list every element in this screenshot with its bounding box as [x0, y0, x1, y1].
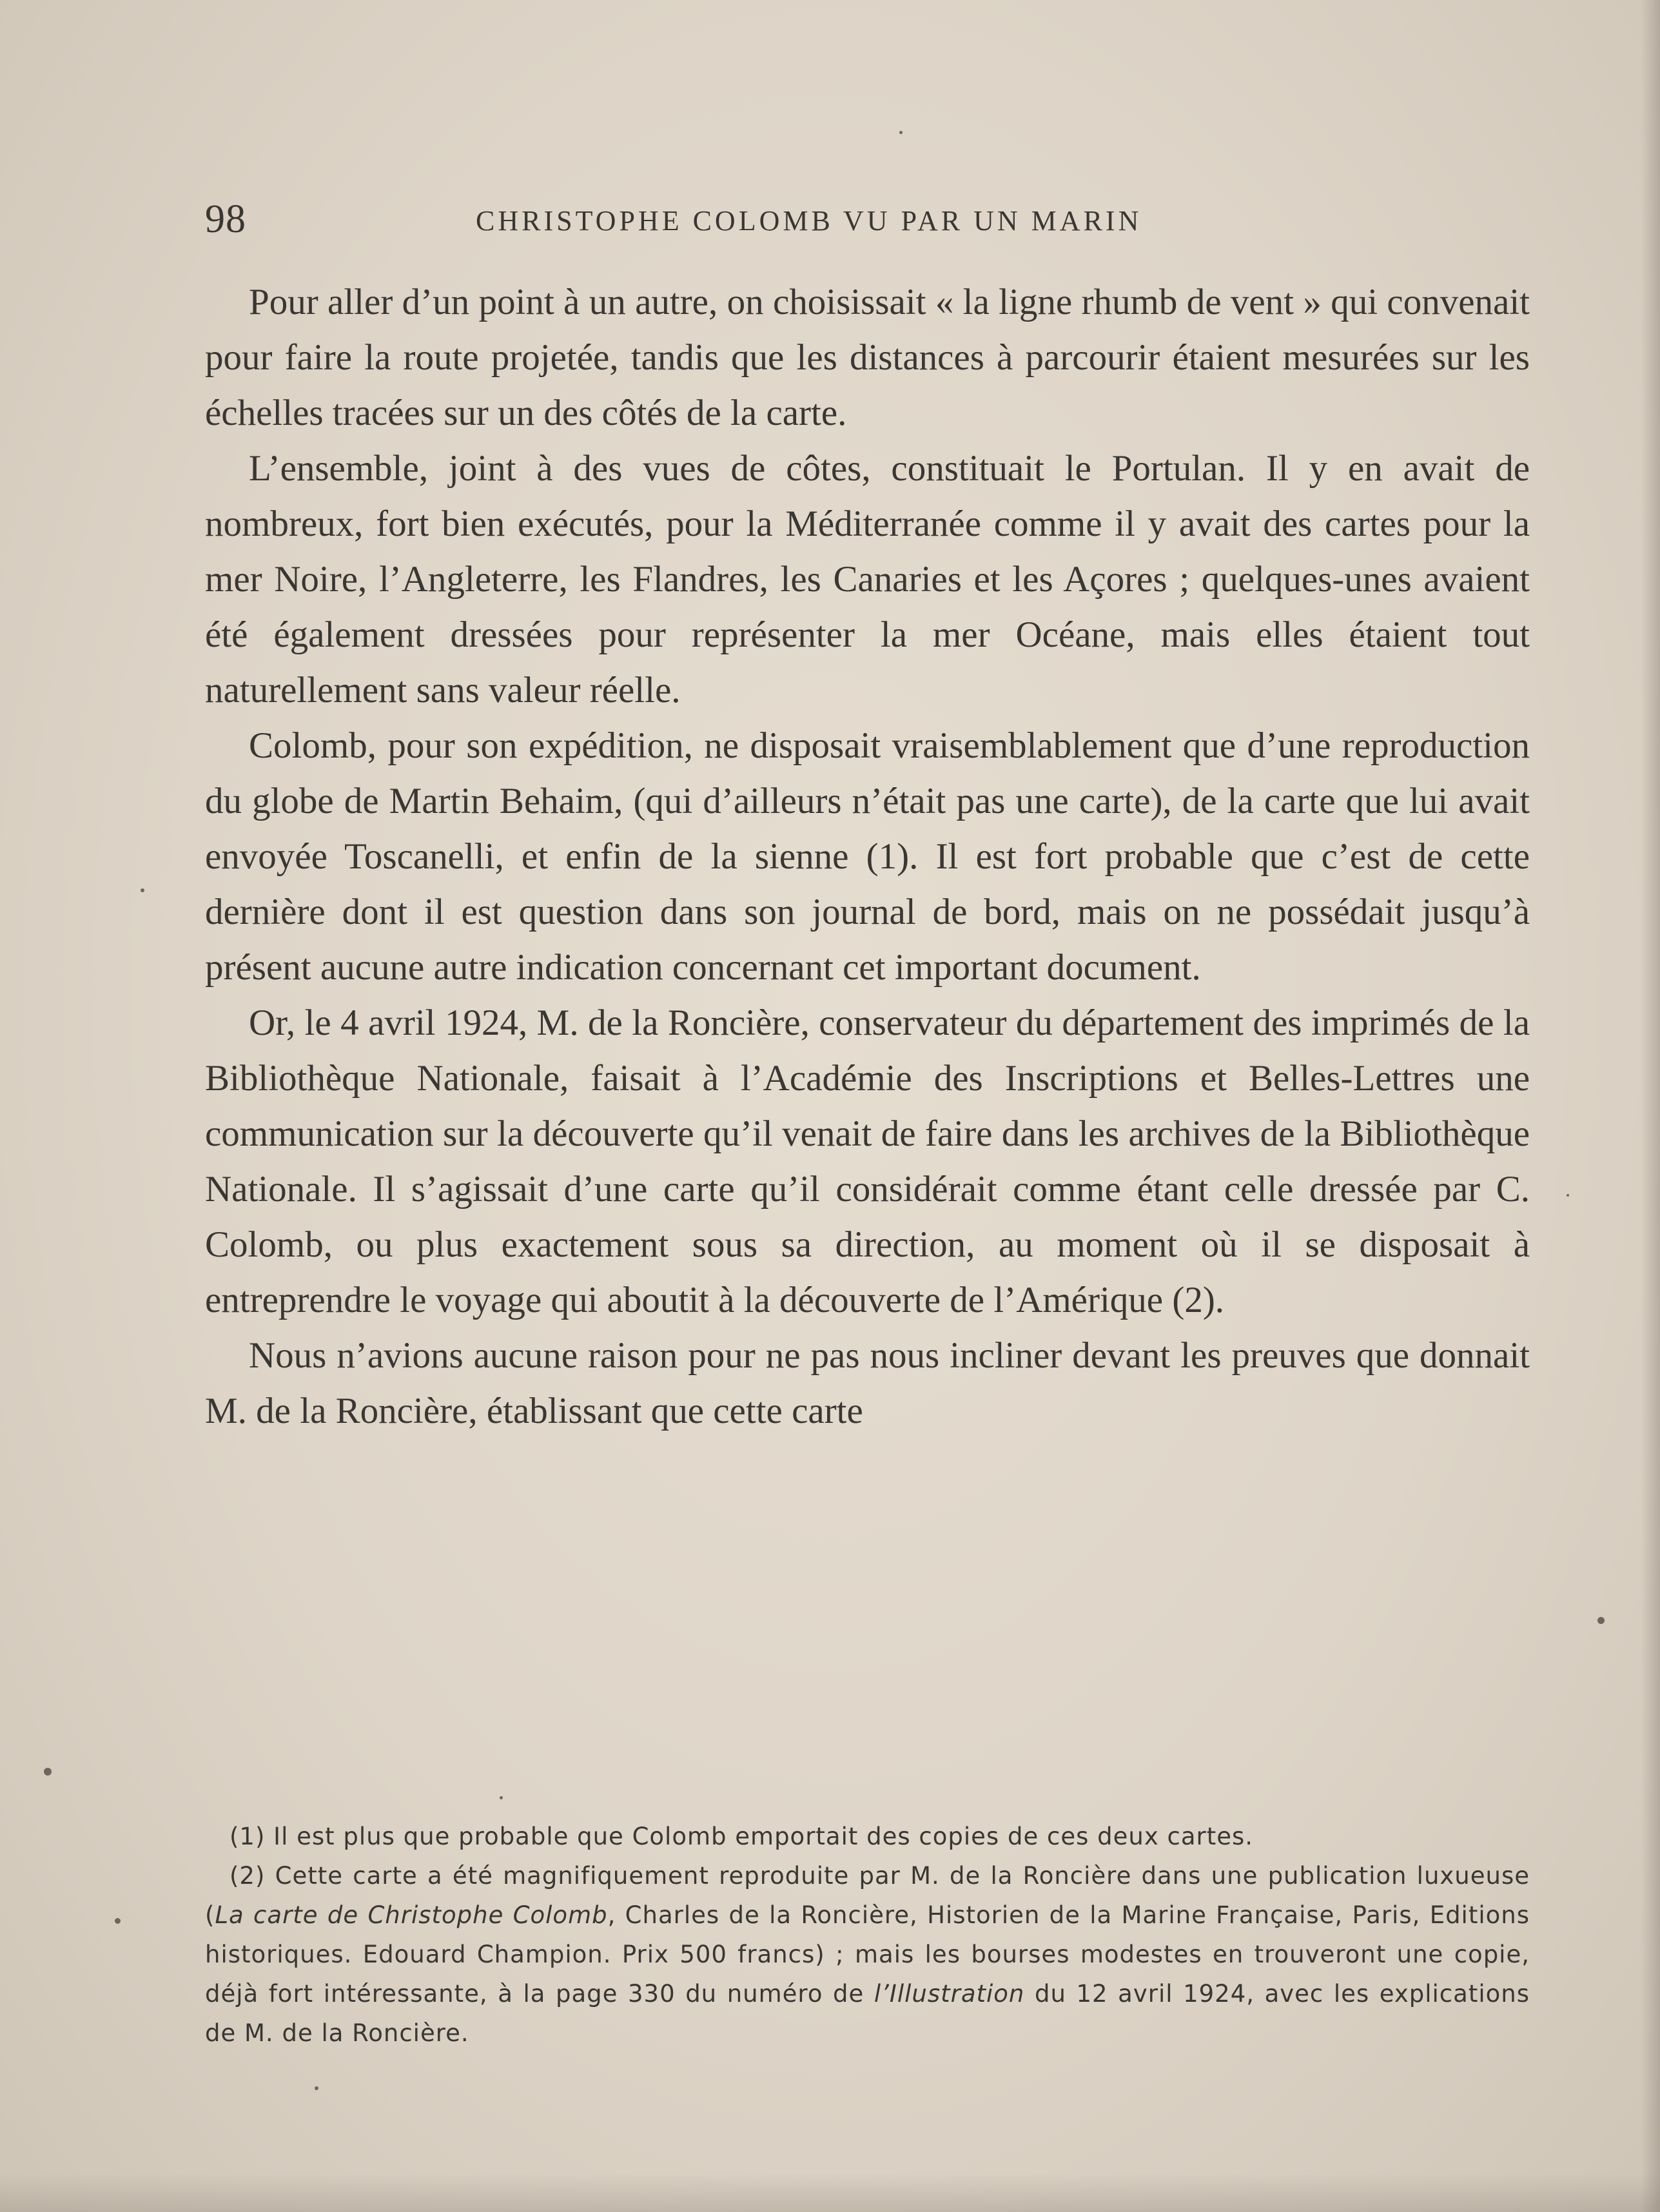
footnote-1: (1) Il est plus que probable que Colomb emportait des copies de ces deux cartes.	[229, 1823, 1254, 1850]
footnote-2	[205, 1856, 1530, 2053]
paper-speck	[500, 1796, 503, 1799]
running-title: CHRISTOPHE COLOMB VU PAR UN MARIN	[476, 205, 1142, 237]
paper-speck	[115, 1918, 121, 1924]
paper-speck	[1597, 1617, 1605, 1624]
paragraph: Or, le 4 avril 1924, M. de la Roncière, conservateur du département des imprimés de la Bibliothèque Nationale, faisait à l’Académie des Inscriptions et Belles-Lettres une communication sur la découverte qu’il venait de faire dans les archives de la Bibliothèque Nationale. Il s’agissait d’une carte qu’il considérait comme étant celle dressée par C. Colomb, ou plus exactement sous sa direction, au moment où il se disposait à entreprendre le voyage qui aboutit à la découverte de l’Amérique (2).	[205, 1003, 1530, 1320]
paper-speck	[1567, 1194, 1569, 1197]
paper-speck	[141, 888, 144, 892]
paper-speck	[44, 1768, 52, 1776]
page-header	[205, 193, 1262, 245]
paragraph: Pour aller d’un point à un autre, on choisissait « la ligne rhumb de vent » qui convenait pour faire la route projetée, tandis que les distances à parcourir étaient mesurées sur les échelles tracées sur un des côtés de la carte.	[205, 282, 1530, 433]
paper-speck	[899, 131, 903, 134]
footnotes	[205, 1817, 1530, 2053]
paragraph: Colomb, pour son expédition, ne disposait vraisemblablement que d’une reproduction du globe de Martin Behaim, (qui d’ailleurs n’était pas une carte), de la carte que lui avait envoyée Toscanelli, et enfin de la sienne (1). Il est fort probable que c’est de cette dernière dont il est question dans son journal de bord, mais on ne possédait jusqu’à présent aucune autre indication concernant cet important document.	[205, 725, 1530, 988]
footnote-2-book-title: La carte de Christophe Colomb	[215, 1901, 608, 1929]
footnote-2-text-end: du 12 avril 1924, avec les explications de M. de la Roncière.	[205, 1980, 1530, 2047]
footnote-2-journal-title: l’Illustration	[874, 1980, 1025, 2008]
main-text	[205, 275, 1530, 1439]
paragraph: L’ensemble, joint à des vues de côtes, constituait le Portulan. Il y en avait de nombreux, fort bien exécutés, pour la Méditerranée comme il y avait des cartes pour la mer Noire, l’Angleterre, les Flandres, les Canaries et les Açores ; quelques-unes avaient été également dressées pour représenter la mer Océane, mais elles étaient tout naturellement sans valeur réelle.	[205, 448, 1530, 710]
footnote-2-text-start: (2) Cette carte a été magnifiquement reproduite par M. de la Roncière dans une publication luxueuse (	[205, 1862, 1530, 1929]
page-number: 98	[205, 197, 246, 241]
footnote-2-text-middle: , Charles de la Roncière, Historien de la Marine Française, Paris, Editions historiques. Edouard Champion. Prix 500 francs) ; mais les bourses modestes en trouveront une copie, déjà fort intéressante, à la page 330 du numéro de	[205, 1901, 1530, 2008]
paragraph: Nous n’avions aucune raison pour ne pas nous incliner devant les preuves que donnait M. de la Roncière, établissant que cette carte	[205, 1335, 1530, 1431]
page-edge-shadow	[1641, 0, 1660, 2212]
paper-speck	[315, 2086, 318, 2090]
page-bottom-shadow	[0, 2173, 1660, 2212]
